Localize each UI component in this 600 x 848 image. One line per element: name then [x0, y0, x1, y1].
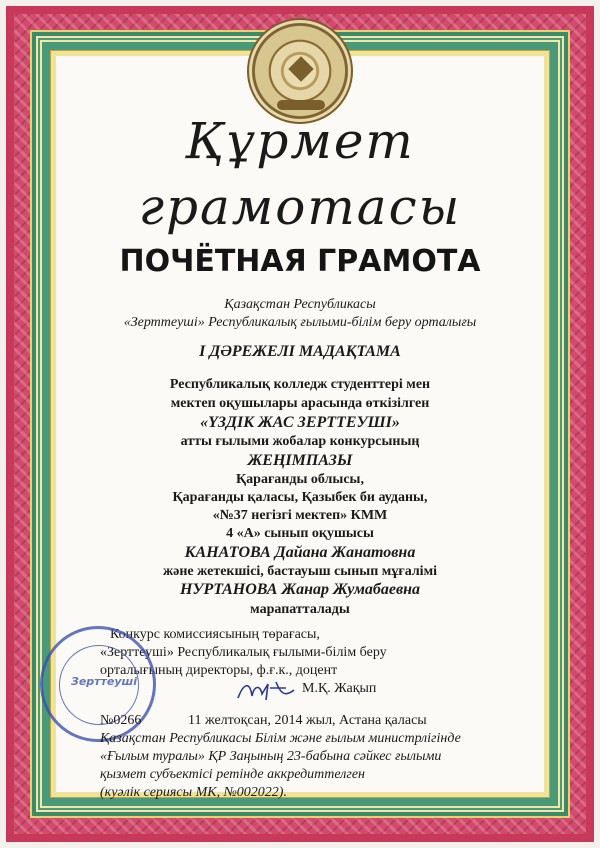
signature-line-2: «Зерттеуші» Республикалық ғылыми-білім беру [100, 645, 387, 660]
contest-name: «ҮЗДІК ЖАС ЗЕРТТЕУШІ» [200, 414, 400, 431]
winner-label: ЖЕҢІМПАЗЫ [247, 452, 353, 469]
footer-line-1: Қазақстан Республикасы Білім және ғылым министрлігінде [100, 731, 461, 746]
emblem-star-icon [288, 56, 313, 81]
title-kazakh-line1: Құрмет [185, 112, 415, 170]
certificate-number: №0266 [100, 713, 142, 728]
emblem-ribbon-icon [277, 100, 325, 110]
award-degree: I ДӘРЕЖЕЛІ МАДАҚТАМА [199, 343, 401, 360]
title-russian: ПОЧЁТНАЯ ГРАМОТА [119, 244, 481, 279]
signature-line-3: орталығының директоры, ф.ғ.к., доцент [100, 663, 338, 678]
signature-line-1: Конкурс комиссиясының төрағасы, [110, 627, 320, 642]
stamp-label: Зерттеуші [71, 675, 137, 688]
signature-name: М.Қ. Жақып [302, 681, 377, 696]
student-name: КАНАТОВА Дайана Жанатовна [184, 544, 416, 561]
footer-line-4: (куәлік сериясы МК, №002022). [100, 785, 287, 800]
footer-line-2: «Ғылым туралы» ҚР Заңының 23-бабына сәйкес ғылыми [100, 749, 442, 764]
header-organization: «Зерттеуші» Республикалық ғылыми-білім беру орталығы [123, 315, 477, 330]
footer-line-3: қызмет субъектісі ретінде аккредиттелген [100, 767, 365, 782]
body-line-school: «№37 негізгі мектеп» КММ [212, 508, 388, 523]
date-place: 11 желтоқсан, 2014 жыл, Астана қаласы [188, 713, 427, 728]
body-line-class: 4 «А» сынып оқушысы [226, 526, 374, 541]
body-line-1: Республикалық колледж студенттері мен [169, 377, 431, 392]
body-line-region: Қарағанды облысы, [236, 472, 364, 487]
handwritten-signature-icon [236, 678, 296, 704]
body-line-3: атты ғылыми жобалар конкурсының [180, 434, 420, 449]
teacher-name: НУРТАНОВА Жанар Жумабаевна [179, 581, 421, 598]
state-emblem-icon [247, 18, 353, 124]
title-kazakh-line2: грамотасы [138, 178, 462, 236]
header-country: Қазақстан Республикасы [224, 297, 376, 312]
body-line-city: Қарағанды қаласы, Қазыбек би ауданы, [172, 490, 428, 505]
body-line-awarded: марапатталады [250, 602, 350, 617]
body-line-supervisor: және жетекшісі, бастауыш сынып мұғалімі [163, 564, 437, 579]
body-line-2: мектеп оқушылары арасында өткізілген [170, 396, 430, 411]
